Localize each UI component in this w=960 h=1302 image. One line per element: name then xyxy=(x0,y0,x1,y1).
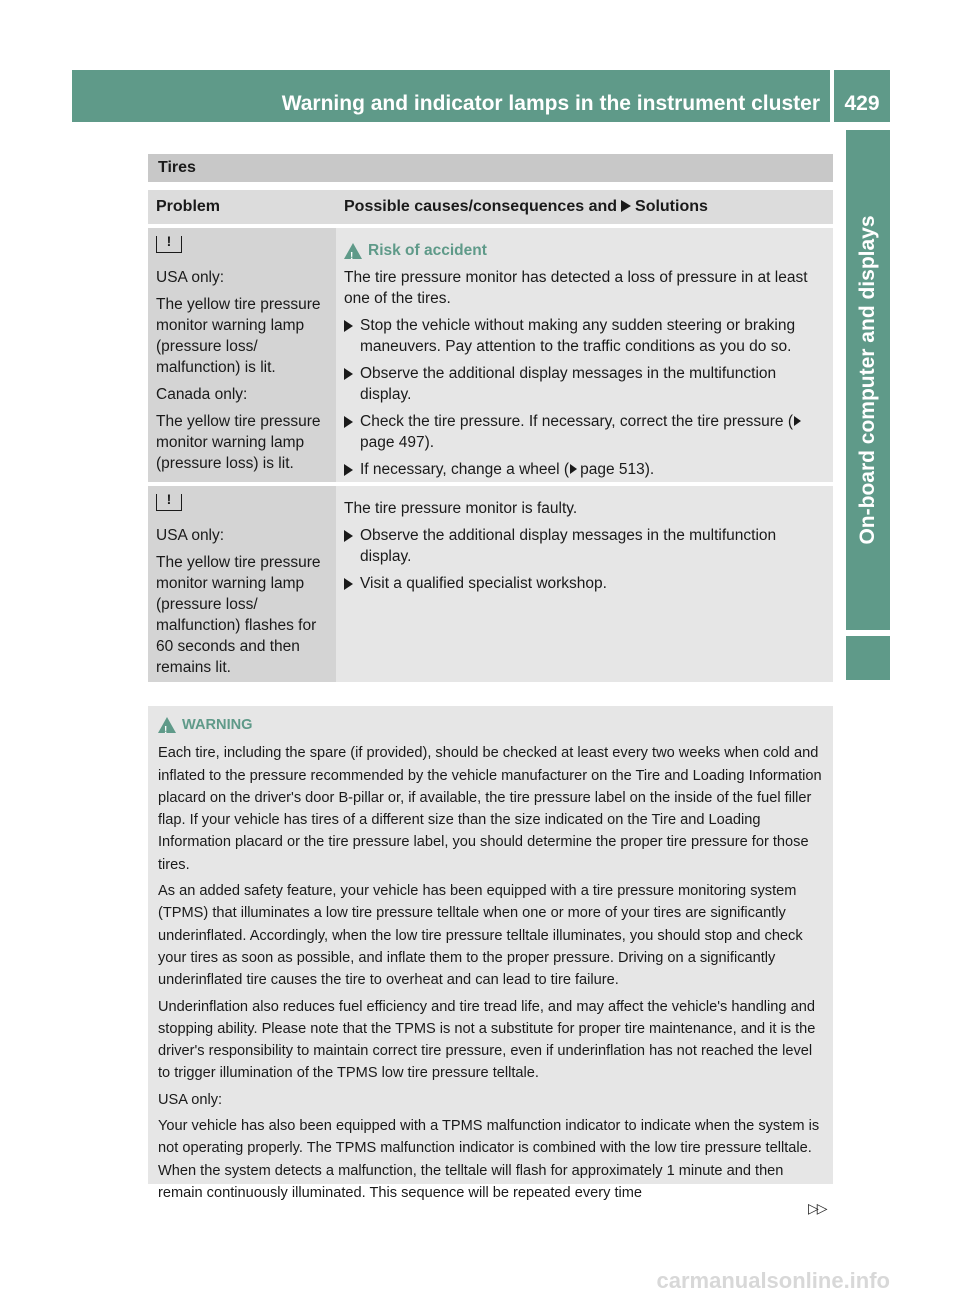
section-title: Tires xyxy=(148,154,833,182)
warning-triangle-icon: ! xyxy=(344,243,362,259)
page-header-title: Warning and indicator lamps in the instrument cluster xyxy=(281,92,820,115)
column-header-problem: Problem xyxy=(156,198,221,215)
continue-marker-icon: ▷▷ xyxy=(808,1200,826,1216)
page-ref-icon xyxy=(570,464,577,474)
solution-cell: ! Risk of accident The tire pressure monitor has detected a loss of pressure in at least one of the tires. Stop the vehicle without making any sudden steering or braking maneuvers. Pay attention to the traffic conditions as you do so. Observe the additional display messages in the multifunction display. Check the tire pressure. If necessary, correct the tire pressure (page 497). If necessary, change a wheel ( page 513). xyxy=(336,228,833,482)
header-bar xyxy=(72,70,830,122)
problem-cell: ! USA only: The yellow tire pressure monitor warning lamp (pressure loss/ malfunction) is lit. Canada only: The yellow tire pressure monitor warning lamp (pressure loss) is lit. xyxy=(148,228,336,482)
page-ref-icon xyxy=(794,416,801,426)
warning-box xyxy=(148,706,833,1201)
table-row xyxy=(148,486,833,682)
step-item: Visit a qualified specialist workshop. xyxy=(344,573,827,594)
warning-paragraph: Each tire, including the spare (if provided), should be checked at least every two weeks when cold and inflated to the pressure recommended by the vehicle manufacturer on the Tire and Loading Information placard on the driver's door B-pillar or, if available, the tire pressure label on the inside of the fuel filler flap. If your vehicle has tires of a different size than the size indicated on the Tire and Loading Information placard or the tire pressure label, you should determine the proper tire pressure for those tires. xyxy=(158,745,822,873)
arrow-icon xyxy=(621,200,631,212)
risk-warning: ! Risk of accident xyxy=(344,240,827,261)
warning-paragraph: Your vehicle has also been equipped with a TPMS malfunction indicator to indicate when the system is not operating properly. The TPMS malfunction indicator is combined with the low tire pressure telltale. When the system detects a malfunction, the telltale will flash for approximately 1 minute and then remain continuously illuminated. This sequence will be repeated every time xyxy=(158,1118,820,1201)
warning-paragraph: USA only: xyxy=(158,1091,223,1108)
step-item: Check the tire pressure. If necessary, correct the tire pressure (page 497). xyxy=(344,411,827,453)
step-item: If necessary, change a wheel ( page 513). xyxy=(344,459,827,480)
warning-triangle-icon: ! xyxy=(158,717,176,733)
warning-heading: ! WARNING xyxy=(158,714,827,736)
page-number-box xyxy=(834,70,890,122)
warning-paragraph: Underinflation also reduces fuel efficiency and tire tread life, and may affect the vehicle's handling and stopping ability. Please note that the TPMS is not a substitute for proper tire maintenance, and it is the driver's responsibility to maintain correct tire pressure, even if underinflation has not reached the level to trigger illumination of the TPMS low tire pressure telltale. xyxy=(158,998,816,1082)
solution-cell: The tire pressure monitor is faulty. Observe the additional display messages in the multifunction display. Visit a qualified specialist workshop. xyxy=(336,486,833,682)
tire-pressure-warning-icon: ! xyxy=(156,494,182,511)
page-number: 429 xyxy=(844,92,880,115)
side-tab xyxy=(846,130,890,630)
column-header-causes: Possible causes/consequences and Solutions xyxy=(344,198,708,215)
watermark: carmanualsonline.info xyxy=(656,1268,890,1293)
table-header xyxy=(148,190,833,224)
tire-pressure-warning-icon: ! xyxy=(156,236,182,253)
step-item: Observe the additional display messages in the multifunction display. xyxy=(344,525,827,567)
table-row xyxy=(148,228,833,482)
warning-paragraph: As an added safety feature, your vehicle has been equipped with a tire pressure monitoring system (TPMS) that illuminates a low tire pressure telltale when one or more of your tires are significantly underinflated. Accordingly, when the low tire pressure telltale illuminates, you should stop and check your tires as soon as possible, and inflate them to the proper pressure. Driving on a significantly underinflated tire causes the tire to overheat and can lead to tire failure. xyxy=(158,883,803,989)
problem-cell: ! USA only: The yellow tire pressure monitor warning lamp (pressure loss/ malfunction) flashes for 60 seconds and then remains lit. xyxy=(148,486,336,682)
step-item: Observe the additional display messages in the multifunction display. xyxy=(344,363,827,405)
side-tab-label: On-board computer and displays xyxy=(856,215,879,545)
side-tab-marker xyxy=(846,636,890,680)
step-item: Stop the vehicle without making any sudden steering or braking maneuvers. Pay attention to the traffic conditions as you do so. xyxy=(344,315,827,357)
